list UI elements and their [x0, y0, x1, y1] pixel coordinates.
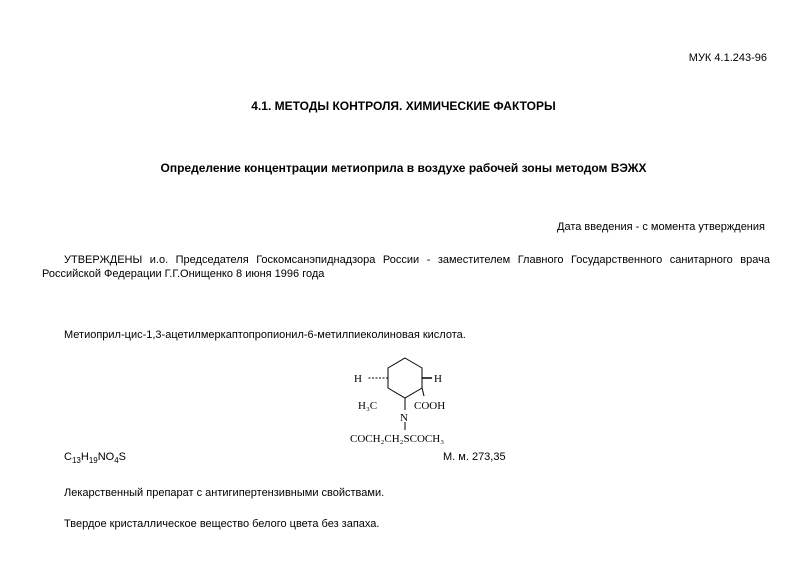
cooh-bond	[422, 388, 424, 396]
section-title: 4.1. МЕТОДЫ КОНТРОЛЯ. ХИМИЧЕСКИЕ ФАКТОРЫ	[251, 99, 556, 113]
formula-h-count: 19	[88, 456, 98, 466]
substance-name: Метиоприл-цис-1,3-ацетилмеркаптопропионил-6-метилпиеколиновая кислота.	[64, 329, 466, 341]
description-2: Твердое кристаллическое вещество белого цвета без запаха.	[64, 518, 380, 530]
h3c-label: H₃C	[358, 400, 378, 412]
formula-h: H	[80, 451, 89, 463]
document-title: Определение концентрации метиоприла в воздухе рабочей зоны методом ВЭЖХ	[160, 161, 647, 175]
formula-s: S	[118, 451, 127, 463]
side-chain-label: COCH₂CH₂SCOCH₃	[350, 433, 445, 445]
molecular-mass: М. м. 273,35	[443, 451, 506, 463]
formula-c: C	[64, 451, 72, 463]
h-right-label: H	[434, 373, 442, 385]
cooh-label: COOH	[414, 400, 446, 412]
formula-o-count: 4	[114, 456, 119, 466]
effective-date: Дата введения - с момента утверждения	[557, 221, 765, 233]
approval-line-1: УТВЕРЖДЕНЫ и.о. Председателя Госкомсанэпиднадзора России - заместителем Главного Государственного санитарного врача	[64, 254, 770, 266]
approval-line-2: Российской Федерации Г.Г.Онищенко 8 июня 1996 года	[42, 268, 325, 280]
ring-bond	[388, 358, 422, 398]
formula-c-count: 13	[71, 456, 81, 466]
document-code: МУК 4.1.243-96	[688, 52, 767, 64]
formula-no: NO	[97, 451, 115, 463]
description-1: Лекарственный препарат с антигипертензивными свойствами.	[64, 487, 385, 499]
structural-formula	[340, 352, 470, 447]
h-left-label: H	[354, 373, 362, 385]
empirical-formula	[64, 451, 126, 465]
n-label: N	[400, 412, 408, 424]
